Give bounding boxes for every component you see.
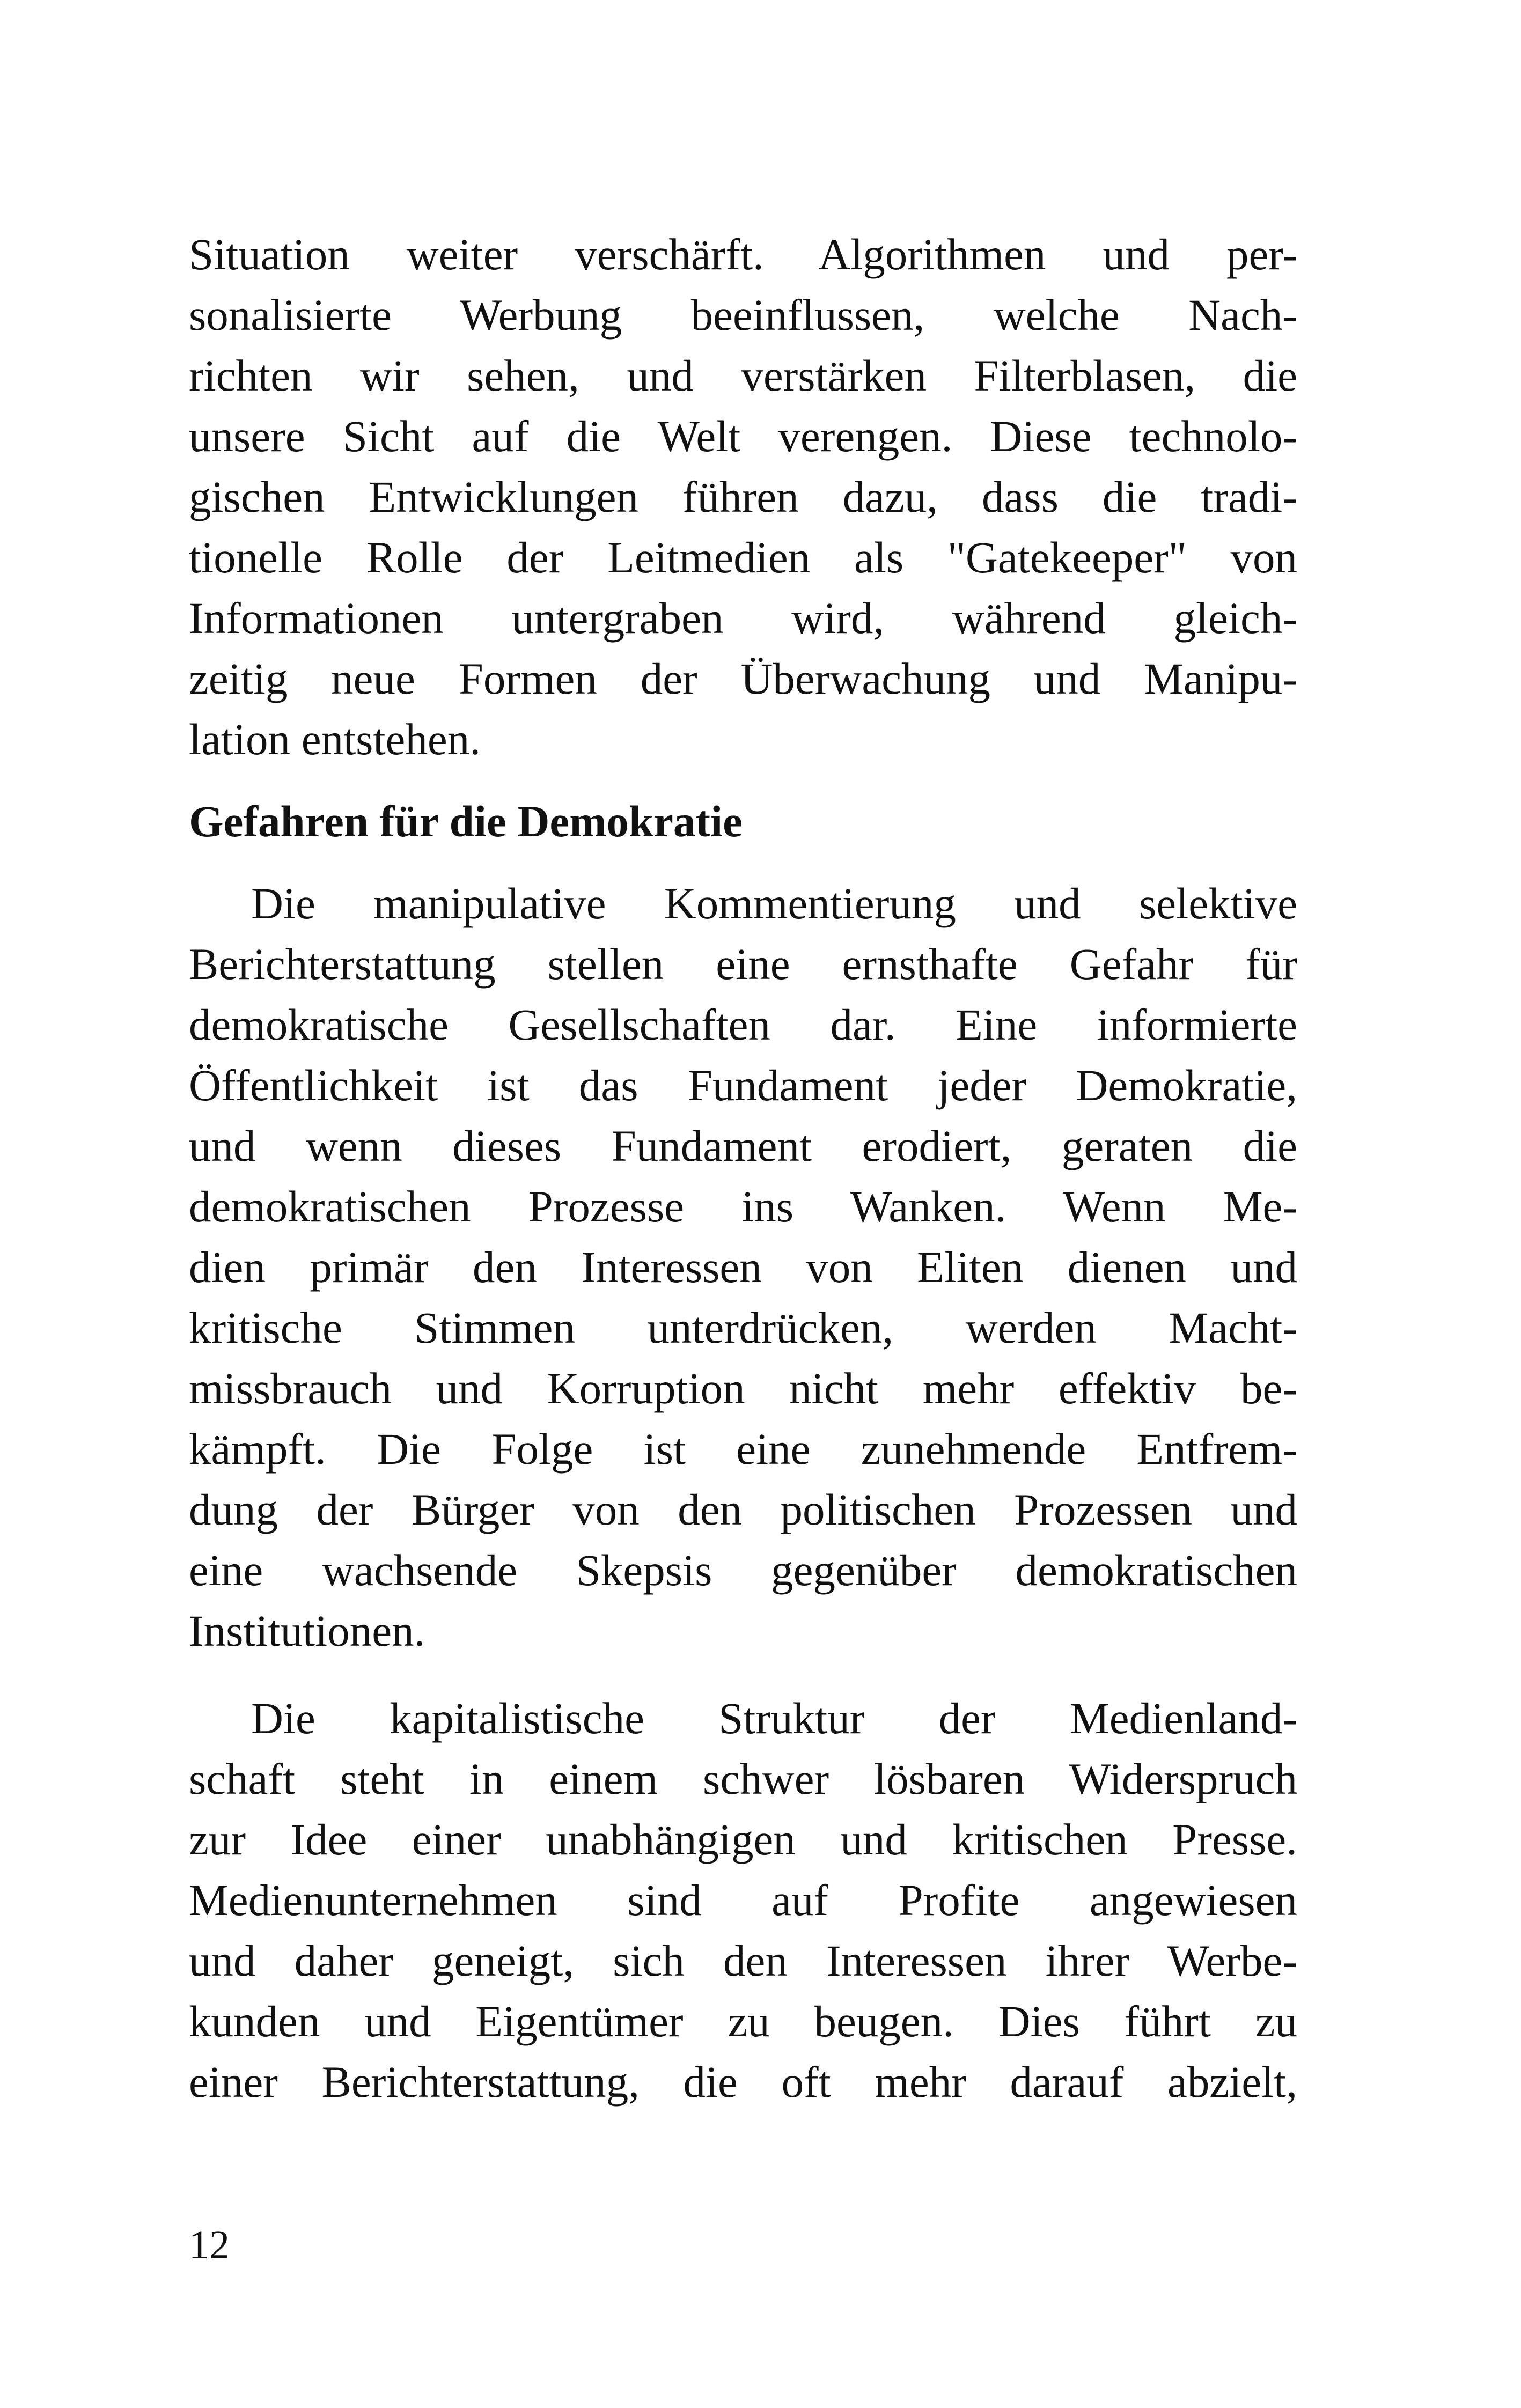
text-line: und wenn dieses Fundament erodiert, geraten die (189, 1121, 1297, 1170)
text-line: kämpft. Die Folge ist eine zunehmende Entfrem- (189, 1424, 1297, 1474)
text-line: zeitig neue Formen der Überwachung und Manipu- (189, 654, 1297, 703)
text-line: Institutionen. (189, 1606, 425, 1655)
text-line: richten wir sehen, und verstärken Filterblasen, die (189, 351, 1297, 400)
body-text (189, 224, 1297, 2112)
text-line: eine wachsende Skepsis gegenüber demokratischen (189, 1545, 1297, 1595)
text-line: schaft steht in einem schwer lösbaren Widerspruch (189, 1754, 1297, 1803)
text-line: lation entstehen. (189, 715, 481, 764)
text-line: einer Berichterstattung, die oft mehr darauf abzielt, (189, 2057, 1297, 2107)
text-line: Informationen untergraben wird, während gleich- (189, 593, 1297, 643)
text-line: Situation weiter verschärft. Algorithmen und per- (189, 230, 1297, 279)
text-line: Medienunternehmen sind auf Profite angewiesen (189, 1875, 1297, 1925)
paragraph-3 (189, 1688, 1297, 2112)
text-line: Die manipulative Kommentierung und selektive (251, 879, 1297, 928)
text-line: zur Idee einer unabhängigen und kritischen Presse. (189, 1815, 1297, 1864)
text-line: kunden und Eigentümer zu beugen. Dies führt zu (189, 1997, 1297, 2046)
paragraph-2 (189, 873, 1297, 1661)
text-line: demokratischen Prozesse ins Wanken. Wenn Me- (189, 1182, 1297, 1231)
page-number: 12 (189, 2222, 230, 2267)
text-line: unsere Sicht auf die Welt verengen. Diese technolo- (189, 411, 1297, 461)
text-line: kritische Stimmen unterdrücken, werden Macht- (189, 1303, 1297, 1352)
text-line: missbrauch und Korruption nicht mehr effektiv be- (189, 1364, 1297, 1413)
text-line: sonalisierte Werbung beeinflussen, welche Nach- (189, 290, 1297, 340)
paragraph-1 (189, 224, 1297, 770)
text-line: dung der Bürger von den politischen Prozessen und (189, 1485, 1297, 1534)
text-line: demokratische Gesellschaften dar. Eine informierte (189, 1000, 1297, 1049)
text-line: Die kapitalistische Struktur der Medienland- (251, 1693, 1297, 1743)
paragraph-gap (189, 1661, 1297, 1688)
text-line: Öffentlichkeit ist das Fundament jeder Demokratie, (189, 1061, 1297, 1110)
text-line: tionelle Rolle der Leitmedien als "Gatekeeper" von (189, 533, 1297, 582)
text-line: und daher geneigt, sich den Interessen ihrer Werbe- (189, 1936, 1297, 1985)
text-line: gischen Entwicklungen führen dazu, dass die tradi- (189, 472, 1297, 521)
text-line: Berichterstattung stellen eine ernsthafte Gefahr für (189, 939, 1297, 989)
text-line: dien primär den Interessen von Eliten dienen und (189, 1242, 1297, 1292)
section-heading: Gefahren für die Demokratie (189, 797, 743, 846)
